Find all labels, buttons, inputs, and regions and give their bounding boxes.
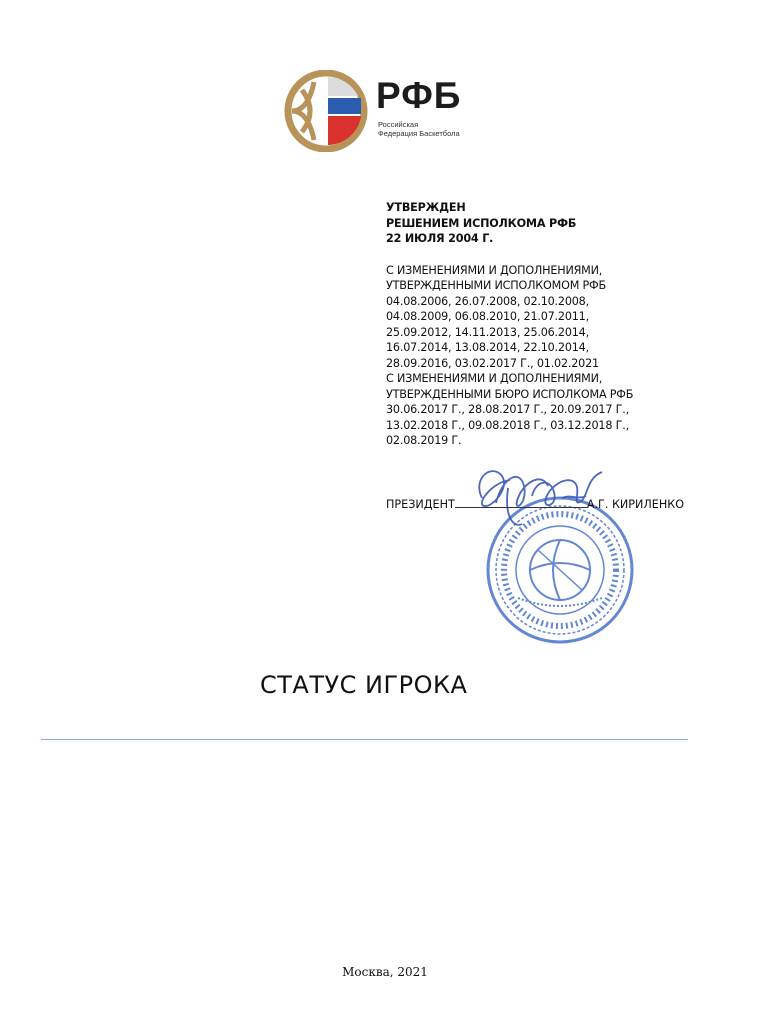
amendment-line: 13.02.2018 Г., 09.08.2018 Г., 03.12.2018 Г.,: [386, 418, 629, 432]
amendment-line: 02.08.2019 Г.: [386, 434, 462, 447]
amendment-line: 28.09.2016, 03.02.2017 Г., 01.02.2021: [386, 356, 599, 370]
basketball-flag-logo-icon: [284, 70, 370, 152]
amendment-line: 25.09.2012, 14.11.2013, 25.06.2014,: [386, 325, 589, 339]
amendment-line: 04.08.2006, 26.07.2008, 02.10.2008,: [386, 294, 589, 308]
signature-underline: [455, 497, 587, 508]
amendment-line: УТВЕРЖДЕННЫМИ ИСПОЛКОМОМ РФБ: [386, 279, 606, 292]
logo-subtitle-line2: Федерация Баскетбола: [378, 129, 460, 138]
amendment-line: С ИЗМЕНЕНИЯМИ И ДОПОЛНЕНИЯМИ,: [386, 372, 603, 385]
approval-line: УТВЕРЖДЕН: [386, 201, 466, 214]
amendment-line: УТВЕРЖДЕННЫМИ БЮРО ИСПОЛКОМА РФБ: [386, 387, 634, 401]
president-signature-line: [386, 497, 684, 512]
president-name: А.Г. КИРИЛЕНКО: [586, 498, 685, 511]
document-title: СТАТУС ИГРОКА: [260, 671, 468, 699]
approval-line: 22 ИЮЛЯ 2004 Г.: [386, 232, 494, 245]
amendment-line: 16.07.2014, 13.08.2014, 22.10.2014,: [386, 341, 589, 354]
logo-subtitle-line1: Российская: [378, 120, 419, 129]
approval-heading: [386, 200, 716, 247]
amendment-line: 04.08.2009, 06.08.2010, 21.07.2011,: [386, 310, 589, 323]
president-label: ПРЕЗИДЕНТ: [386, 498, 455, 511]
approval-line: РЕШЕНИЕМ ИСПОЛКОМА РФБ: [386, 216, 577, 230]
amendment-line: С ИЗМЕНЕНИЯМИ И ДОПОЛНЕНИЯМИ,: [386, 263, 603, 277]
approval-block: [386, 200, 716, 449]
amendments-list: [386, 263, 716, 449]
official-seal-stamp-icon: [462, 458, 642, 648]
title-divider: [41, 739, 688, 740]
amendment-line: 30.06.2017 Г., 28.08.2017 Г., 20.09.2017 Г.,: [386, 403, 629, 416]
logo-title: РФБ: [376, 75, 462, 116]
footer-place-year: Москва, 2021: [342, 965, 428, 979]
logo-subtitle: [378, 120, 460, 138]
rfb-logo: [284, 70, 484, 152]
